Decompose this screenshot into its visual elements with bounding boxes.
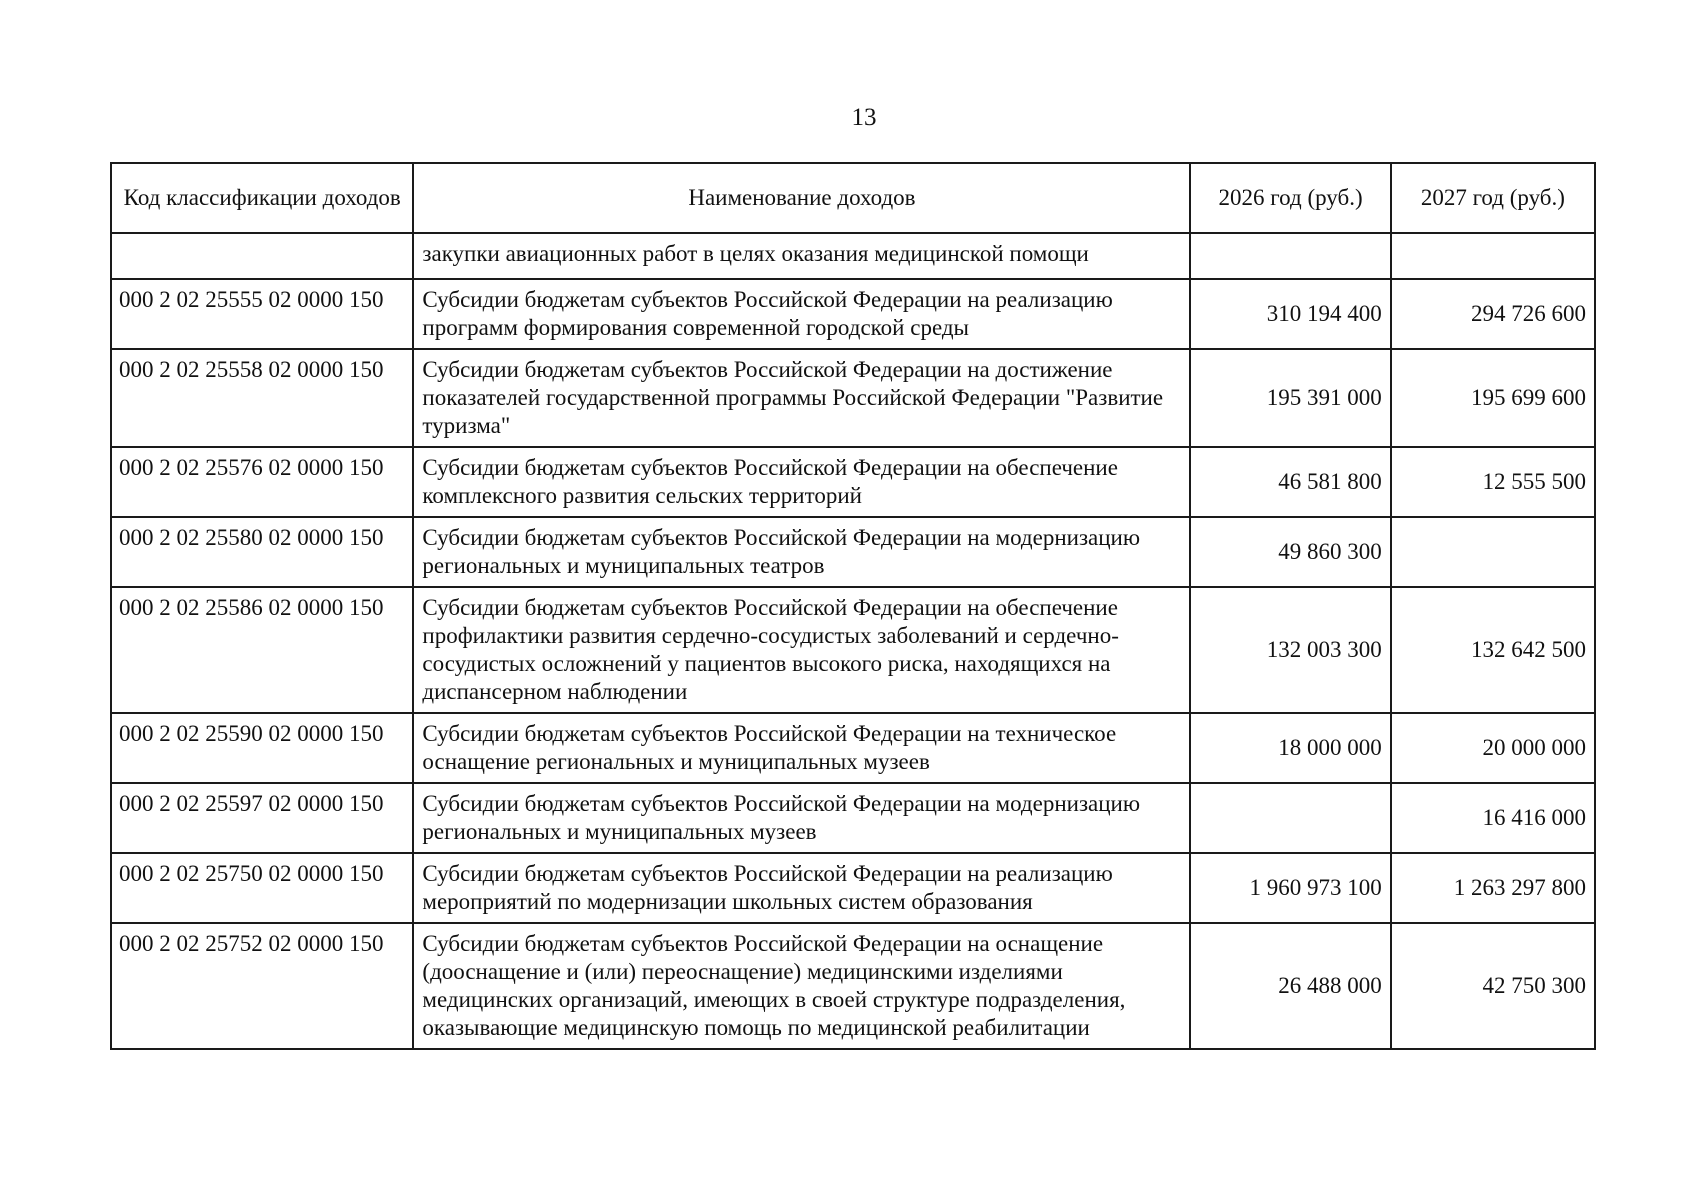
table-header-row [111, 163, 1595, 233]
header-name: Наименование доходов [413, 163, 1190, 233]
table-row [111, 233, 1595, 279]
table-row [111, 713, 1595, 783]
amount-2026-cell [1190, 783, 1390, 853]
amount-2027-cell: 20 000 000 [1391, 713, 1595, 783]
name-cell: Субсидии бюджетам субъектов Российской Федерации на техническое оснащение региональных и муниципальных музеев [413, 713, 1190, 783]
code-cell: 000 2 02 25752 02 0000 150 [111, 923, 413, 1049]
name-cell: Субсидии бюджетам субъектов Российской Федерации на обеспечение профилактики развития сердечно-сосудистых заболеваний и сердечно-сосудистых осложнений у пациентов высокого риска, находящихся на диспансерном наблюдении [413, 587, 1190, 713]
name-cell: Субсидии бюджетам субъектов Российской Федерации на обеспечение комплексного развития сельских территорий [413, 447, 1190, 517]
amount-2027-cell [1391, 517, 1595, 587]
name-cell: Субсидии бюджетам субъектов Российской Федерации на модернизацию региональных и муниципальных театров [413, 517, 1190, 587]
amount-2027-cell: 294 726 600 [1391, 279, 1595, 349]
header-2026: 2026 год (руб.) [1190, 163, 1390, 233]
name-cell: Субсидии бюджетам субъектов Российской Федерации на модернизацию региональных и муниципальных музеев [413, 783, 1190, 853]
table-row [111, 923, 1595, 1049]
table-row [111, 853, 1595, 923]
table-row [111, 447, 1595, 517]
header-2027: 2027 год (руб.) [1391, 163, 1595, 233]
table-row [111, 279, 1595, 349]
amount-2027-cell [1391, 233, 1595, 279]
amount-2027-cell: 132 642 500 [1391, 587, 1595, 713]
table-row [111, 587, 1595, 713]
amount-2026-cell: 46 581 800 [1190, 447, 1390, 517]
amount-2027-cell: 1 263 297 800 [1391, 853, 1595, 923]
code-cell [111, 233, 413, 279]
amount-2027-cell: 16 416 000 [1391, 783, 1595, 853]
amount-2027-cell: 42 750 300 [1391, 923, 1595, 1049]
code-cell: 000 2 02 25586 02 0000 150 [111, 587, 413, 713]
name-cell: Субсидии бюджетам субъектов Российской Федерации на реализацию мероприятий по модернизации школьных систем образования [413, 853, 1190, 923]
amount-2026-cell: 310 194 400 [1190, 279, 1390, 349]
income-table [110, 162, 1596, 1050]
header-code: Код классификации доходов [111, 163, 413, 233]
name-cell: закупки авиационных работ в целях оказания медицинской помощи [413, 233, 1190, 279]
amount-2026-cell: 18 000 000 [1190, 713, 1390, 783]
code-cell: 000 2 02 25597 02 0000 150 [111, 783, 413, 853]
page-number: 13 [851, 104, 877, 131]
amount-2026-cell: 49 860 300 [1190, 517, 1390, 587]
amount-2027-cell: 195 699 600 [1391, 349, 1595, 447]
code-cell: 000 2 02 25750 02 0000 150 [111, 853, 413, 923]
amount-2026-cell [1190, 233, 1390, 279]
table-row [111, 517, 1595, 587]
table-row [111, 783, 1595, 853]
amount-2026-cell: 195 391 000 [1190, 349, 1390, 447]
amount-2027-cell: 12 555 500 [1391, 447, 1595, 517]
amount-2026-cell: 1 960 973 100 [1190, 853, 1390, 923]
code-cell: 000 2 02 25555 02 0000 150 [111, 279, 413, 349]
name-cell: Субсидии бюджетам субъектов Российской Федерации на достижение показателей государственной программы Российской Федерации "Развитие туризма" [413, 349, 1190, 447]
code-cell: 000 2 02 25576 02 0000 150 [111, 447, 413, 517]
code-cell: 000 2 02 25590 02 0000 150 [111, 713, 413, 783]
code-cell: 000 2 02 25558 02 0000 150 [111, 349, 413, 447]
amount-2026-cell: 26 488 000 [1190, 923, 1390, 1049]
code-cell: 000 2 02 25580 02 0000 150 [111, 517, 413, 587]
table-row [111, 349, 1595, 447]
amount-2026-cell: 132 003 300 [1190, 587, 1390, 713]
name-cell: Субсидии бюджетам субъектов Российской Федерации на оснащение (дооснащение и (или) переоснащение) медицинскими изделиями медицинских организаций, имеющих в своей структуре подразделения, оказывающие медицинскую помощь по медицинской реабилитации [413, 923, 1190, 1049]
name-cell: Субсидии бюджетам субъектов Российской Федерации на реализацию программ формирования современной городской среды [413, 279, 1190, 349]
